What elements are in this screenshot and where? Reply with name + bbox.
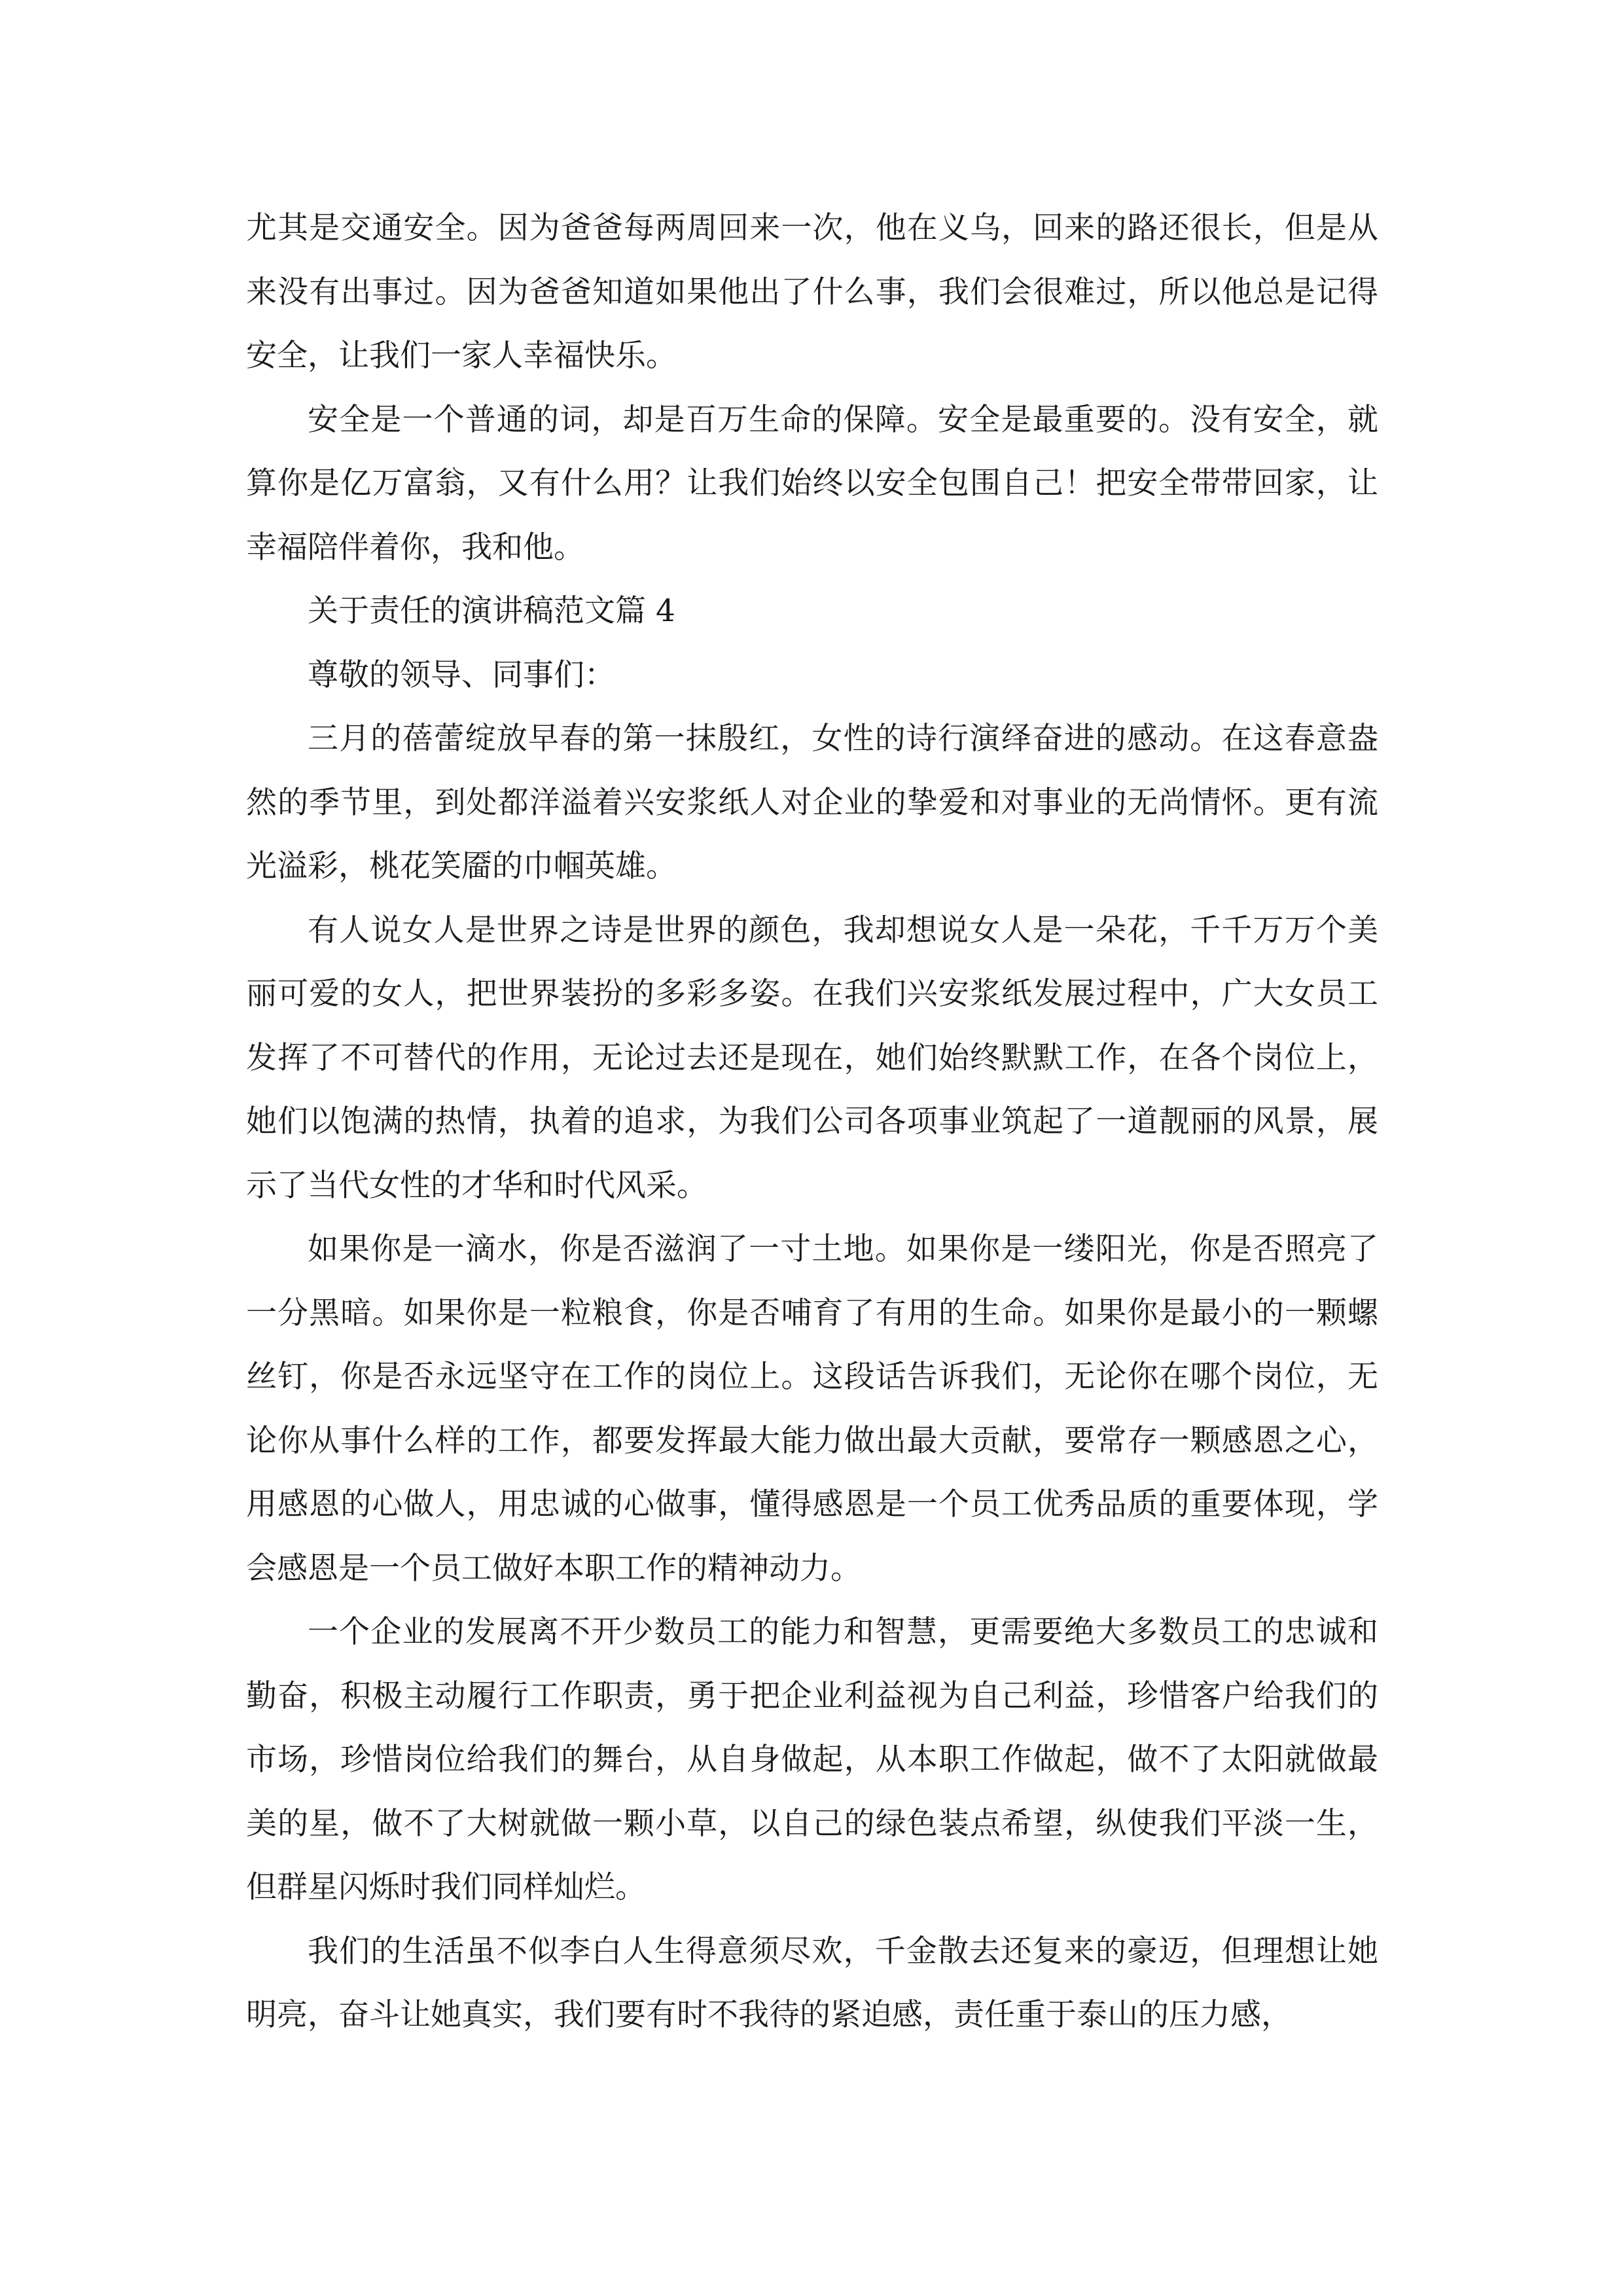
paragraph-enterprise: 一个企业的发展离不开少数员工的能力和智慧，更需要绝大多数员工的忠诚和勤奋，积极主动履行工作职责，勇于把企业利益视为自己利益，珍惜客户给我们的市场，珍惜岗位给我们的舞台，从自身做起，从本职工作做起，做不了太阳就做最美的星，做不了大树就做一颗小草，以自己的绿色装点希望，纵使我们平淡一生，但群星闪烁时我们同样灿烂。 [246, 1614, 1378, 1905]
paragraph-women: 有人说女人是世界之诗是世界的颜色，我却想说女人是一朵花，千千万万个美丽可爱的女人，把世界装扮的多彩多姿。在我们兴安浆纸发展过程中，广大女员工发挥了不可替代的作用，无论过去还是现在，她们始终默默工作，在各个岗位上，她们以饱满的热情，执着的追求，为我们公司各项事业筑起了一道靓丽的风景，展示了当代女性的才华和时代风采。 [246, 912, 1378, 1204]
speech-greeting: 尊敬的领导、同事们： [308, 656, 615, 693]
paragraph-life: 我们的生活虽不似李白人生得意须尽欢，千金散去还复来的豪迈，但理想让她明亮，奋斗让她真实，我们要有时不我待的紧迫感，责任重于泰山的压力感， [246, 1933, 1378, 2033]
document-body [246, 196, 1378, 2047]
paragraph-drop: 如果你是一滴水，你是否滋润了一寸土地。如果你是一缕阳光，你是否照亮了一分黑暗。如果你是一粒粮食，你是否哺育了有用的生命。如果你是最小的一颗螺丝钉，你是否永远坚守在工作的岗位上。这段话告诉我们，无论你在哪个岗位，无论你从事什么样的工作，都要发挥最大能力做出最大贡献，要常存一颗感恩之心，用感恩的心做人，用忠诚的心做事，懂得感恩是一个员工优秀品质的重要体现，学会感恩是一个员工做好本职工作的精神动力。 [246, 1231, 1378, 1587]
paragraph-continuation: 尤其是交通安全。因为爸爸每两周回来一次，他在义乌，回来的路还很长，但是从来没有出事过。因为爸爸知道如果他出了什么事，我们会很难过，所以他总是记得安全，让我们一家人幸福快乐。 [246, 210, 1378, 374]
section-heading: 关于责任的演讲稿范文篇 4 [308, 593, 675, 629]
paragraph-march: 三月的蓓蕾绽放早春的第一抹殷红，女性的诗行演绎奋进的感动。在这春意盎然的季节里，到处都洋溢着兴安浆纸人对企业的挚爱和对事业的无尚情怀。更有流光溢彩，桃花笑靥的巾帼英雄。 [246, 721, 1378, 884]
paragraph-safety: 安全是一个普通的词，却是百万生命的保障。安全是最重要的。没有安全，就算你是亿万富翁，又有什么用？让我们始终以安全包围自己！把安全带带回家，让幸福陪伴着你，我和他。 [246, 401, 1378, 565]
